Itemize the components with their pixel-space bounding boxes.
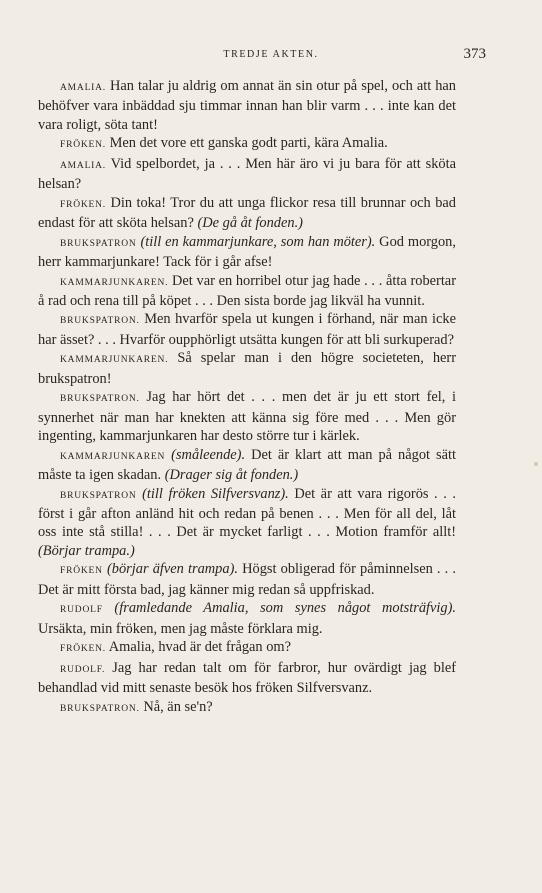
dialogue-paragraph — [38, 638, 456, 658]
speaker-name: RUDOLF. — [60, 664, 106, 675]
stage-direction: (De gå åt fonden.) — [197, 215, 303, 232]
stage-direction: (småleende). — [171, 446, 246, 463]
dialogue-text: Så spelar man i den högre societeten, herr brukspatron! — [38, 350, 456, 387]
speaker-name: AMALIA. — [60, 83, 106, 93]
page-header — [56, 46, 486, 64]
dialogue-text: Men det vore ett ganska godt parti, kära Amalia. — [105, 135, 388, 152]
speaker-name: BRUKSPATRON — [60, 238, 137, 249]
dialogue-paragraph — [38, 698, 456, 718]
dialogue-paragraph — [38, 155, 456, 194]
dialogue-paragraph — [38, 349, 456, 388]
dialogue-text — [103, 600, 115, 616]
stage-direction: (framledande Amalia, som synes något motsträfvig). — [114, 600, 456, 617]
dialogue-text: Han talar ju aldrig om annat än sin otur på spel, och att han behöfver vara inbäddad sju timmar innan han blir varm . . . inte kan det vara roligt, söta tant! — [38, 78, 456, 133]
dialogue-text: Men hvarför spela ut kungen i förhand, när man icke har ässet? . . . Hvarför oupphörligt utsätta kungen för att bli surkuperad? — [38, 311, 456, 348]
speaker-name: FRÖKEN. — [60, 199, 106, 210]
running-head: TREDJE AKTEN. — [223, 49, 319, 60]
speaker-name: RUDOLF — [60, 605, 103, 616]
dialogue-text: Ursäkta, min fröken, men jag måste förklara mig. — [38, 620, 323, 637]
speaker-name: FRÖKEN. — [60, 644, 106, 655]
speaker-name: BRUKSPATRON. — [60, 316, 140, 327]
stage-direction: (Drager sig åt fonden.) — [164, 467, 299, 484]
dialogue-text: Amalia, hvad är det frågan om? — [105, 639, 291, 656]
page-blemish — [534, 462, 538, 466]
speaker-name: FRÖKEN. — [60, 140, 106, 151]
dialogue-paragraph — [38, 272, 456, 311]
stage-direction: (börjar äfven trampa). — [106, 561, 238, 578]
dialogue-paragraph — [38, 310, 456, 349]
speaker-name: KAMMARJUNKAREN. — [60, 277, 169, 288]
dialogue-text: Jag har redan talt om för farbror, hur ovärdigt jag blef behandlad vid mitt senaste besök hos fröken Silfversvanz. — [38, 659, 456, 697]
dialogue-paragraph — [38, 388, 456, 445]
dialogue-paragraph — [38, 446, 456, 485]
stage-direction: (till fröken Silfversvanz). — [142, 485, 289, 502]
dialogue-paragraph — [38, 560, 456, 599]
stage-direction: (Börjar trampa.) — [38, 542, 135, 559]
dialogue-text: Din toka! Tror du att unga flickor resa till brunnar och bad endast för att sköta helsan? — [38, 194, 456, 232]
dialogue-text: Det är klart att man på något sätt måste ta igen skadan. — [38, 446, 456, 484]
speaker-name: BRUKSPATRON. — [60, 703, 140, 714]
dialogue-text: Vid spelbordet, ja . . . Men här äro vi ju bara för att sköta helsan? — [38, 155, 456, 193]
speaker-name: KAMMARJUNKAREN. — [60, 355, 169, 366]
stage-direction: (till en kammarjunkare, som han möter). — [140, 233, 376, 250]
speaker-name: KAMMARJUNKAREN — [60, 451, 166, 462]
dialogue-paragraph — [38, 599, 456, 638]
page-number: 373 — [463, 46, 486, 62]
dialogue-paragraph — [38, 233, 456, 272]
dialogue-text: Det är att vara rigorös . . . först i går afton anländ hit och redan på benen . . . Men för all del, låt oss inte stå stilla! . . . Det är mycket farligt . . . Motion framför allt! — [38, 485, 456, 541]
speaker-name: AMALIA. — [60, 160, 106, 171]
speaker-name: BRUKSPATRON. — [60, 394, 140, 405]
speaker-name: FRÖKEN — [60, 566, 103, 577]
page-body — [38, 77, 456, 718]
dialogue-text: Nå, än se'n? — [139, 698, 213, 715]
dialogue-paragraph — [38, 659, 456, 698]
dialogue-text: Jag har hört det . . . men det är ju ett stort fel, i synnerhet när man har knekten att känna sig före med . . . Men gör ingenting, kammarjunkaren har desto större tur i kärlek. — [38, 389, 456, 445]
dialogue-paragraph — [38, 77, 456, 134]
dialogue-text: Högst obligerad för påminnelsen . . . Det är mitt första bad, jag känner mig redan så uppfriskad. — [38, 561, 457, 598]
dialogue-text: God morgon, herr kammarjunkare! Tack för i går afse! — [38, 233, 456, 271]
dialogue-paragraph — [38, 485, 456, 561]
dialogue-paragraph — [38, 134, 456, 154]
dialogue-text: Det var en horribel otur jag hade . . . åtta robertar å rad och rena till på köpet . . . Den sista borde jag likväl ha vunnit. — [38, 272, 456, 309]
speaker-name: BRUKSPATRON — [60, 490, 137, 501]
dialogue-paragraph — [38, 194, 456, 233]
